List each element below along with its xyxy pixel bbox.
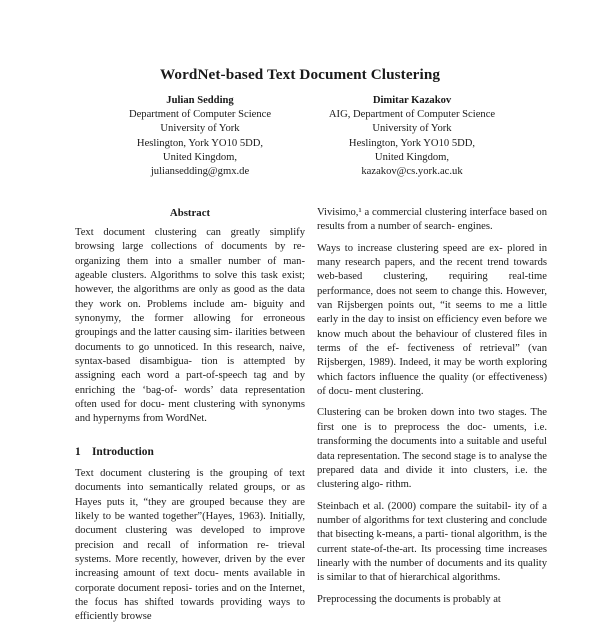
text-line: as Hayes puts it, “they are grouped because they [75, 482, 305, 508]
author-block-1 [95, 94, 305, 179]
text-line: based on results from a number of search- [317, 207, 547, 233]
text-line: this research, naive, syntax-based disambigua- [75, 341, 306, 368]
text-line: and conclude that bisecting k-means, a parti- [317, 514, 547, 541]
text-line: stages. The first one is to preprocess the doc- [317, 407, 547, 433]
text-line: ilarities between documents to go unnoticed. In [75, 327, 306, 353]
text-line: this. However, van Rijsbergen points out, “it [317, 285, 548, 312]
author-university: University of York [372, 123, 452, 135]
text-line: erroneous groupings and the latter causing sim- [75, 313, 305, 339]
text-line: part-of-speech tag and by enriching the ‘bag-of- [75, 370, 306, 396]
text-line: tional algorithm, is the current state-of-the-art. [317, 529, 547, 555]
text-line: rithm. [385, 479, 412, 491]
text-line: as the data they work on. Problems include am- [75, 284, 306, 310]
text-line: ageable clusters. Algorithms to solve this task [75, 270, 278, 282]
abstract-body [75, 226, 305, 427]
text-line: are likely to be wanted together”(Hayes, 1963). [75, 496, 305, 522]
text-line: Text document clustering is the grouping of text [75, 467, 305, 479]
text-line: trend towards web-based clustering, requiring [317, 257, 547, 283]
author-name: Dimitar Kazakov [372, 95, 452, 106]
text-line: improve precision and recall of information re- [75, 525, 305, 551]
paragraph [317, 500, 547, 586]
text-line: trieval systems. More recently, however, driven [75, 539, 305, 565]
author-country: United Kingdom, [162, 151, 238, 163]
text-line: tion is attempted by assigning each word a [75, 356, 305, 382]
author-email: juliansedding@gmx.de [150, 166, 250, 178]
text-line: browsing large collections of documents by re- [75, 241, 305, 253]
paper-title: WordNet-based Text Document Clustering [159, 66, 441, 83]
text-line: by the ever increasing amount of text docu- [75, 553, 306, 580]
abstract-heading: Abstract [169, 207, 211, 219]
section-title: Introduction [92, 445, 154, 458]
text-line: ments available in corporate document reposi- [75, 568, 305, 594]
text-line: Preprocessing the documents is probably at [317, 593, 501, 605]
text-line: Clustering can be broken down into two [317, 407, 495, 419]
author-affiliation: Department of Computer Science [128, 109, 272, 121]
text-line: engines. [457, 221, 493, 233]
text-line: efficiency even before we know much about the [317, 314, 547, 340]
author-email: kazakov@cs.york.ac.uk [361, 166, 463, 178]
text-line: to that of hierarchical algorithms. [358, 572, 501, 584]
text-line: uments, i.e. transforming the documents into [317, 421, 547, 448]
right-column [317, 206, 547, 607]
left-column [75, 206, 305, 625]
text-line: words’ data representation often used for docu- [75, 384, 305, 411]
author-address: Heslington, York YO10 5DD, [348, 137, 476, 149]
author-country: United Kingdom, [374, 151, 450, 163]
text-line: Initially, document clustering was developed to [75, 510, 305, 537]
paragraph [317, 206, 547, 235]
text-line: tories and on the Internet, the focus has shifted [75, 582, 305, 608]
author-name: Julian Sedding [166, 95, 234, 106]
text-line: behaviour of clustered files in terms of the ef- [317, 328, 547, 355]
text-line: influence the quality (or effectiveness) of docu- [317, 371, 547, 398]
text-line: Ways to increase clustering speed are ex- [317, 242, 503, 254]
section-heading-introduction [75, 445, 305, 459]
text-line: second stage is to analyse the prepared data and [317, 450, 547, 476]
text-line: from WordNet. [142, 413, 207, 425]
text-line: Steinbach et al. (2000) compare the suitabil- [317, 500, 512, 512]
text-line: Text document clustering can greatly simplify [75, 227, 305, 238]
text-line: Its processing time increases linearly with the [317, 543, 548, 569]
text-line: documents into semantically related groups, or [75, 482, 291, 494]
text-line: exist; however, the algorithms are only as good [75, 270, 305, 296]
text-line: fectiveness of retrieval” (van Rijsbergen, 1989). [317, 343, 547, 369]
author-block-2 [306, 94, 518, 179]
author-address: Heslington, York YO10 5DD, [136, 137, 264, 149]
section-number: 1 [75, 445, 81, 458]
text-line: seems to me a little early in the day to insist on [317, 300, 547, 326]
introduction-body [75, 467, 305, 625]
text-line: number of documents and its quality is similar [317, 557, 547, 584]
text-line: Vivisimo,¹ a commercial clustering interface [317, 207, 507, 218]
text-line: organizing them into a smaller number of man- [75, 255, 305, 267]
paragraph [317, 406, 547, 492]
paragraph [317, 242, 547, 400]
author-university: University of York [160, 123, 240, 135]
text-line: biguity and synonymy, the former allowing for [75, 298, 305, 325]
author-affiliation: AIG, Department of Computer Science [328, 109, 496, 121]
text-line: plored in many research papers, and the recent [317, 242, 547, 269]
text-line: Indeed, it may be worth exploring which factors [317, 357, 547, 383]
text-line: ity of a number of algorithms for text clustering [317, 500, 547, 526]
text-line: towards providing ways to efficiently browse [75, 596, 306, 623]
text-line: a suitable and useful data representation. The [317, 436, 547, 462]
text-line: ment clustering with synonyms and hypernyms [75, 399, 305, 425]
text-line: ment clustering. [355, 386, 424, 398]
text-line: divide it into clusters, i.e. the clustering algo- [317, 464, 547, 491]
text-line: real-time performance, does not seem to change [317, 271, 547, 297]
